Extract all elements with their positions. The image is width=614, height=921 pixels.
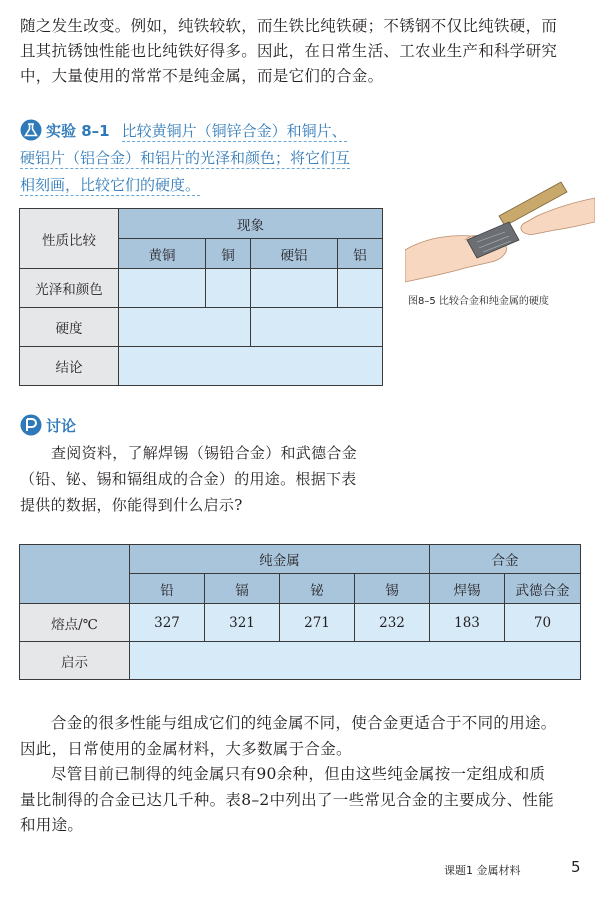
intro-line: 且其抗锈蚀性能也比纯铁好得多。因此，在日常生活、工农业生产和科学研究: [20, 42, 558, 60]
discussion-heading: [20, 414, 76, 436]
column-header-cell: 锡: [355, 574, 430, 604]
running-footer: 课题1 金属材料: [444, 864, 521, 877]
blank-cell: [119, 269, 206, 308]
row-header-cell: 性质比较: [20, 209, 119, 269]
intro-line: 随之发生改变。例如，纯铁较软，而生铁比纯铁硬；不锈钢不仅比纯铁硬，而: [20, 17, 558, 35]
value-cell: 183: [430, 604, 505, 642]
discussion-title: 讨论: [46, 417, 77, 435]
column-header-cell: 焊锡: [430, 574, 505, 604]
intro-line: 中，大量使用的常常不是纯金属，而是它们的合金。: [20, 67, 384, 85]
page-number: 5: [571, 858, 581, 876]
blank-cell: [250, 308, 382, 347]
blank-cell: [205, 269, 250, 308]
row-label-cell: 结论: [20, 347, 119, 386]
hardness-comparison-illustration: [405, 178, 595, 288]
column-header-cell: 铝: [337, 239, 382, 269]
blank-cell: [130, 642, 581, 680]
experiment-line: 相刻画，比较它们的硬度。: [20, 176, 201, 194]
body-line: 量比制得的合金已达几千种。表8–2中列出了一些常见合金的主要成分、性能: [20, 790, 554, 809]
value-cell: 271: [280, 604, 355, 642]
group-header-cell: 现象: [119, 209, 383, 239]
column-header-cell: 铜: [205, 239, 250, 269]
blank-cell: [119, 308, 251, 347]
column-header-cell: 镉: [205, 574, 280, 604]
column-header-cell: 黄铜: [119, 239, 206, 269]
discussion-line: 提供的数据，你能得到什么启示?: [20, 496, 243, 514]
value-cell: 232: [355, 604, 430, 642]
intro-paragraph: [20, 14, 600, 89]
blank-cell: [337, 269, 382, 308]
row-label-cell: 光泽和颜色: [20, 269, 119, 308]
group-header-cell: 合金: [430, 545, 581, 574]
flask-icon: [20, 119, 42, 141]
value-cell: 327: [130, 604, 205, 642]
value-cell: 321: [205, 604, 280, 642]
melting-point-table: [19, 544, 581, 680]
comparison-table: [19, 208, 383, 386]
discussion-line: （铅、铋、锡和镉组成的合金）的用途。根据下表: [20, 470, 357, 488]
body-line: 和用途。: [20, 816, 84, 834]
corner-cell: [20, 545, 130, 604]
group-header-cell: 纯金属: [130, 545, 430, 574]
figure-caption: 图8–5 比较合金和纯金属的硬度: [408, 296, 549, 307]
experiment-line: 比较黄铜片（铜锌合金）和铜片、: [121, 122, 347, 140]
blank-cell: [119, 347, 383, 386]
discussion-line: 查阅资料，了解焊锡（锡铅合金）和武德合金: [51, 444, 358, 462]
row-label-cell: 熔点/℃: [20, 604, 130, 642]
discussion-paragraph: [20, 440, 420, 518]
column-header-cell: 硬铝: [250, 239, 337, 269]
body-paragraph: [20, 711, 600, 839]
blank-cell: [250, 269, 337, 308]
experiment-box: [20, 118, 420, 199]
row-label-cell: 硬度: [20, 308, 119, 347]
value-cell: 70: [505, 604, 581, 642]
body-line: 因此，日常使用的金属材料，大多数属于合金。: [20, 739, 352, 758]
column-header-cell: 铋: [280, 574, 355, 604]
column-header-cell: 武德合金: [505, 574, 581, 604]
experiment-line: 硬铝片（铝合金）和铝片的光泽和颜色；将它们互: [20, 149, 351, 167]
body-line: 合金的很多性能与组成它们的纯金属不同，使合金更适合于不同的用途。: [51, 714, 557, 732]
experiment-title: 实验 8–1: [46, 122, 110, 140]
body-line: 尽管目前已制得的纯金属只有90余种，但由这些纯金属按一定组成和质: [51, 765, 546, 783]
row-label-cell: 启示: [20, 642, 130, 680]
column-header-cell: 铅: [130, 574, 205, 604]
discussion-icon: [20, 414, 42, 436]
